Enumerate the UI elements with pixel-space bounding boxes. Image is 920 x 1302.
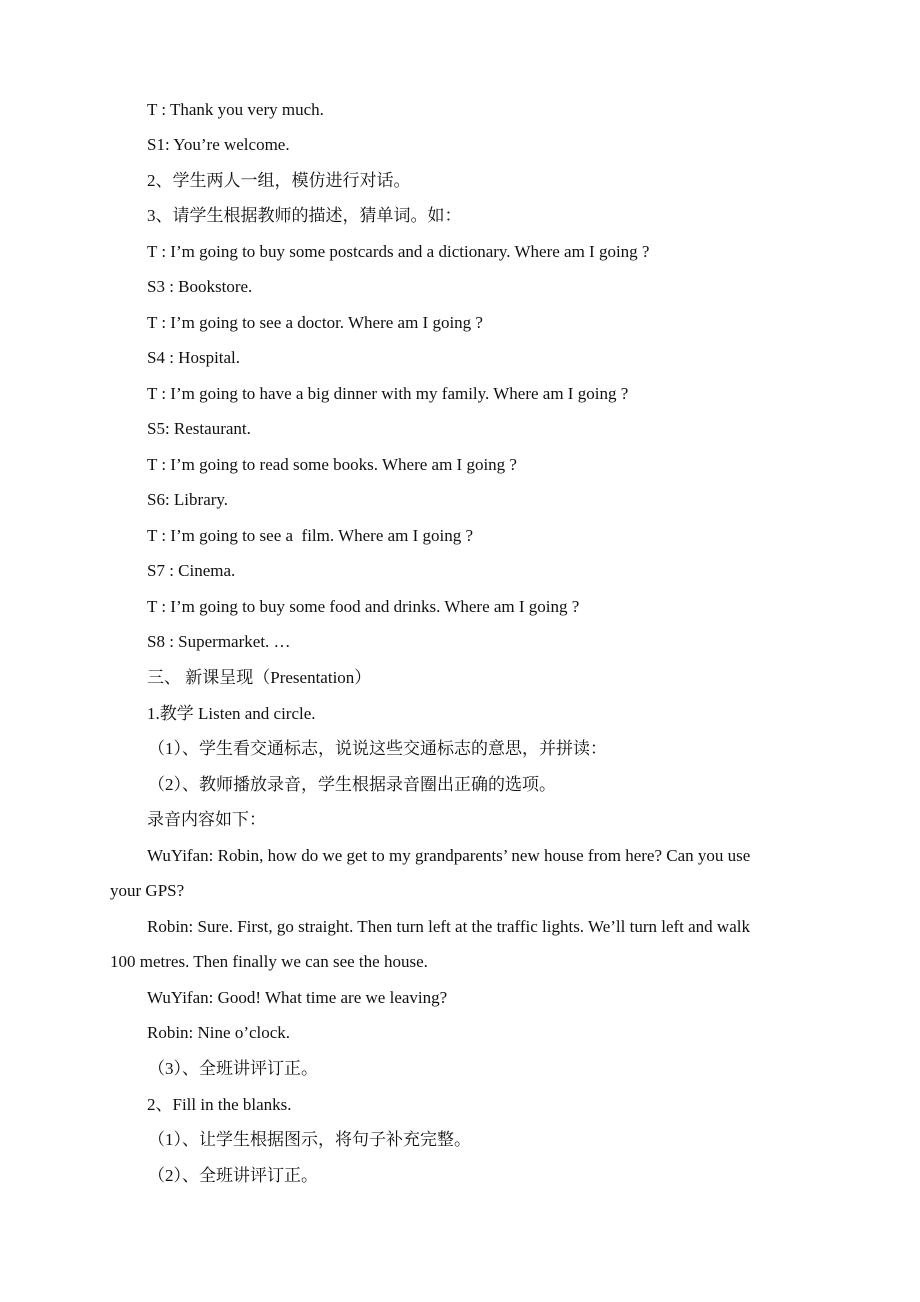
dialogue-line-student: S5: Restaurant. bbox=[147, 419, 251, 438]
section-heading: 三、 新课呈现（Presentation） bbox=[147, 668, 372, 687]
step-item: （3）、全班讲评订正。 bbox=[148, 1059, 318, 1078]
dialogue-line-teacher: T : Thank you very much. bbox=[147, 100, 324, 119]
dialogue-line-teacher: T : I’m going to have a big dinner with my family. Where am I going ? bbox=[147, 384, 629, 403]
step-item: （2）、全班讲评订正。 bbox=[148, 1166, 318, 1185]
recording-line: Robin: Nine o’clock. bbox=[147, 1023, 291, 1042]
dialogue-line-student: S4 : Hospital. bbox=[147, 348, 241, 367]
dialogue-line-teacher: T : I’m going to read some books. Where am I going ? bbox=[147, 455, 517, 474]
dialogue-line-teacher: T : I’m going to see a film. Where am I going ? bbox=[147, 526, 474, 545]
recording-line-continuation: your GPS? bbox=[110, 881, 185, 900]
dialogue-line-student: S8 : Supermarket. … bbox=[147, 632, 291, 651]
subsection-heading: 1.教学 Listen and circle. bbox=[147, 704, 316, 723]
dialogue-line-teacher: T : I’m going to buy some postcards and a dictionary. Where am I going ? bbox=[147, 242, 650, 261]
recording-line: Robin: Sure. First, go straight. Then turn left at the traffic lights. We’ll turn left and walk bbox=[147, 917, 750, 936]
step-item: 2、学生两人一组，模仿进行对话。 bbox=[147, 171, 411, 190]
recording-line: WuYifan: Robin, how do we get to my grandparents’ new house from here? Can you use bbox=[147, 846, 751, 865]
recording-line: WuYifan: Good! What time are we leaving? bbox=[147, 988, 448, 1007]
dialogue-line-teacher: T : I’m going to see a doctor. Where am I going ? bbox=[147, 313, 483, 332]
dialogue-line-teacher: T : I’m going to buy some food and drinks. Where am I going ? bbox=[147, 597, 580, 616]
step-item: （1）、让学生根据图示，将句子补充完整。 bbox=[148, 1130, 471, 1149]
step-item: 3、请学生根据教师的描述，猜单词。如： bbox=[147, 206, 462, 225]
step-item: （1）、学生看交通标志，说说这些交通标志的意思，并拼读： bbox=[148, 739, 607, 758]
dialogue-line-student: S1: You’re welcome. bbox=[147, 135, 290, 154]
step-item: （2）、教师播放录音，学生根据录音圈出正确的选项。 bbox=[148, 775, 556, 794]
dialogue-line-student: S3 : Bookstore. bbox=[147, 277, 253, 296]
dialogue-line-student: S6: Library. bbox=[147, 490, 229, 509]
recording-line-continuation: 100 metres. Then finally we can see the house. bbox=[110, 952, 428, 971]
subsection-heading: 2、Fill in the blanks. bbox=[147, 1095, 292, 1114]
recording-label: 录音内容如下： bbox=[147, 810, 266, 829]
dialogue-line-student: S7 : Cinema. bbox=[147, 561, 236, 580]
